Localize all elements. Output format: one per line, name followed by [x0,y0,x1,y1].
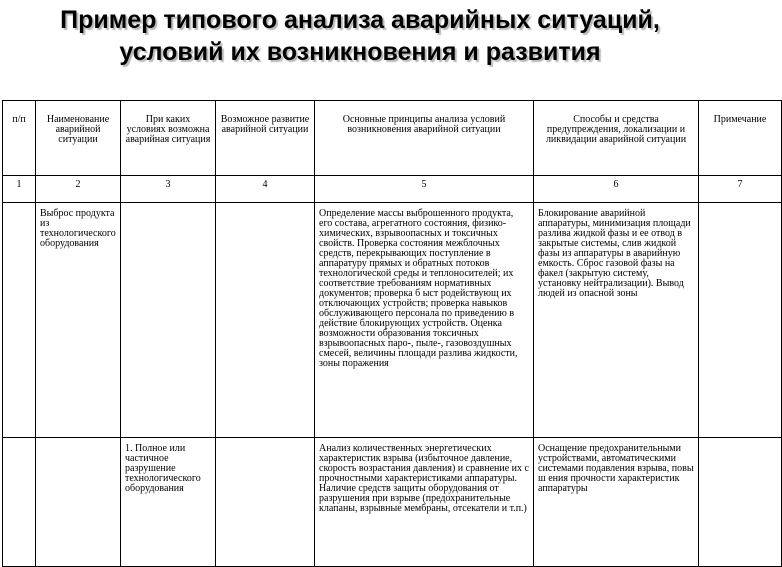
table-row [3,438,782,567]
analysis-table [2,100,782,567]
table-cell: Анализ количественных энергетических характеристик взрыва (избыточное давление, скорость возрастания давления) и сравнение их с прочностными характеристиками аппаратуры. Наличие средств защиты оборудования от разрушения при взрыве (предохранительные клапаны, взрывные мембраны, отсекатели и т.п.) [315,438,534,567]
header-cell-principles: Основные принципы анализа условий возникновения аварийной ситуации [315,101,534,176]
number-cell: 1 [3,176,36,203]
table-cell [3,438,36,567]
number-cell: 5 [315,176,534,203]
table-cell [699,438,782,567]
table-cell: Блокирование аварийной аппаратуры, минимизация площади разлива жидкой фазы и ее отвод в закрытые системы, слив жидкой фазы из аппаратуры в аварийную емкость. Сброс газовой фазы на факел (закрытую систему, установку нейтрализации). Вывод людей из опасной зоны [534,203,699,438]
slide-title [0,4,720,68]
table-cell [3,203,36,438]
header-cell-means: Способы и средства предупреждения, локализации и ликвидации аварийной ситуации [534,101,699,176]
number-cell: 7 [699,176,782,203]
header-row [3,101,782,176]
table-cell: 1. Полное или частичное разрушение технологического оборудования [121,438,216,567]
table-cell: Оснащение предохранительными устройствами, автоматическими системами подавления взрыва, повы ш ения прочности характеристик аппаратуры [534,438,699,567]
title-line-1: Пример типового анализа аварийных ситуаций, [60,6,660,34]
header-cell-conditions: При каких условиях возможна аварийная ситуация [121,101,216,176]
table-cell [121,203,216,438]
title-line-2: условий их возникновения и развития [119,38,601,66]
number-cell: 6 [534,176,699,203]
header-cell-development: Возможное развитие аварийной ситуации [216,101,315,176]
table-cell [216,438,315,567]
header-cell-note: Примечание [699,101,782,176]
number-cell: 2 [36,176,121,203]
table-cell [216,203,315,438]
header-cell-name: Наименование аварийной ситуации [36,101,121,176]
table-cell [36,438,121,567]
number-cell: 3 [121,176,216,203]
table-cell [699,203,782,438]
number-cell: 4 [216,176,315,203]
header-cell-index: п/п [3,101,36,176]
table-cell: Выброс продукта из технологического оборудования [36,203,121,438]
table-cell: Определение массы выброшенного продукта, его состава, агрегатного состояния, физико-химических, взрывоопасных и токсичных свойств. Проверка состояния межблочных средств, перекрывающих поступление в аппаратуру прямых и обратных потоков технологической среды и теплоносителей; их соответствие требованиям нормативных документов; проверка б ыст родействующ их отключающих устройств; проверка навыков обслуживающего персонала по приведению в действие блокирующих устройств. Оценка возможности образования токсичных взрывоопасных паро-, пыле-, газовоздушных смесей, величины площади разлива жидкости, зоны поражения [315,203,534,438]
number-row [3,176,782,203]
table-row [3,203,782,438]
